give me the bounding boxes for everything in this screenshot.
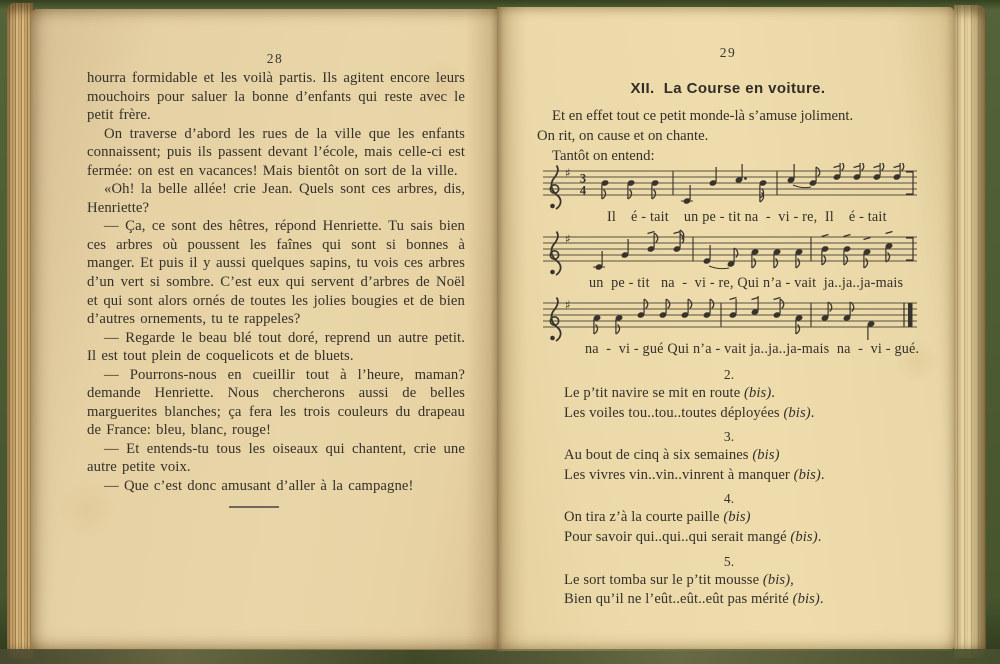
verse-number: 3. [723, 429, 735, 445]
verse-number: 5. [723, 553, 735, 569]
lyrics-line: Il é - tait un pe - tit na - vi - re, Il é - tait [607, 209, 887, 225]
time-signature: 3 [579, 171, 587, 186]
accent-mark [822, 235, 829, 237]
page-number-left: 28 [266, 51, 284, 66]
sharp-icon: ♯ [565, 298, 571, 312]
paragraph: — Pourrons-nous en cueillir tout à l’heure, maman? demande Henriette. Nous chercherons aussi de belles marguerites blanches; ça fera les trois couleurs du drapeau de France: bleu, blanc, rouge! [87, 366, 465, 439]
song-verses [537, 361, 921, 610]
verse-line: Pour savoir qui..qui..qui serait mangé (bis). [564, 528, 822, 545]
sharp-icon: ♯ [565, 166, 571, 180]
paragraph: — Regarde le beau blé tout doré, reprend un autre petit. Il est tout plein de coquelicots et de bluets. [87, 329, 465, 365]
verse-line: Le p’tit navire se mit en route (bis). [564, 385, 776, 401]
page-number-right: 29 [719, 45, 737, 60]
page-stack-edge-left [7, 3, 34, 659]
page-stack-edge-right [954, 5, 986, 658]
verse-number: 4. [723, 491, 735, 507]
staff-system [541, 163, 925, 229]
intro-paragraphs [537, 107, 919, 166]
treble-clef-icon [551, 298, 560, 342]
section-divider [229, 506, 279, 508]
accent-mark [730, 298, 737, 300]
page-right [497, 7, 954, 651]
music-score [541, 163, 925, 361]
accent-mark [894, 166, 901, 168]
accent-mark [874, 166, 881, 168]
treble-clef-icon [551, 232, 560, 276]
treble-clef-icon [551, 166, 560, 210]
verse-line: Les vivres vin..vin..vinrent à manquer (bis). [564, 466, 825, 483]
accent-mark [674, 232, 681, 234]
accent-mark [854, 166, 861, 168]
intro-line: Et en effet tout ce petit monde-là s’amuse joliment. [552, 108, 854, 124]
paragraph: hourra formidable et les voilà partis. Ils agitent encore leurs mouchoirs pour saluer la bonne d’enfants qui reste avec le petit frère. [87, 70, 465, 124]
verse-number: 2. [723, 367, 735, 382]
verse-line: On tira z’à la courte paille (bis) [564, 509, 751, 526]
verse-line: Au bout de cinq à six semaines (bis) [564, 447, 780, 464]
accent-mark [834, 166, 841, 168]
tie [793, 185, 811, 188]
verse-line: Les voiles tou..tou..toutes déployées (bis). [564, 404, 815, 421]
paragraph: — Et entends-tu tous les oiseaux qui chantent, crie une autre petite voix. [87, 440, 465, 476]
paragraph: — Ça, ce sont des hêtres, répond Henriette. Tu sais bien ces arbres où poussent les faînes qui sont si bonnes à manger. Et puis il y aussi quelques sapins, tu vois ces arbres d’un vert si sombre. C’est eux qui servent d’arbres de Noël et qui sont alors ornés de toutes les jolies bougies et de bien d’autres ornements, tu te rappeles? [87, 218, 465, 328]
time-signature: 4 [579, 183, 587, 198]
page-left-text-column [87, 69, 465, 508]
tie [709, 266, 729, 269]
accent-mark [864, 238, 871, 240]
intro-line: On rit, on cause et on chante. [537, 127, 709, 144]
lyrics-line: na - vi - gué Qui n’a - vait ja..ja..ja-mais na - vi - gué. [585, 341, 920, 357]
lyrics-line: un pe - tit na - vi - re, Qui n’a - vait ja..ja..ja-mais [589, 275, 904, 291]
music-staff [541, 295, 921, 345]
staff-system [541, 229, 925, 295]
music-staff [541, 163, 921, 213]
verse-line: Le sort tomba sur le p’tit mousse (bis), [564, 571, 794, 588]
paragraph: — Que c’est donc amusant d’aller à la campagne! [104, 478, 414, 495]
accent-mark [774, 298, 781, 300]
cover-bottom-edge [0, 649, 1000, 664]
verse-line: Bien qu’il ne l’eût..eût..eût pas mérité (bis). [564, 591, 824, 608]
accent-mark [752, 298, 759, 300]
paragraph: On traverse d’abord les rues de la ville que les enfants connaissent; puis ils passent devant l’école, mais celle-ci est fermée: on est en vacances! Mais bientôt on sort de la ville. [87, 125, 465, 179]
page-left [31, 9, 497, 650]
intro-line: Tantôt on entend: [552, 147, 655, 164]
final-barline [908, 303, 913, 327]
music-staff [541, 229, 921, 279]
accent-mark [844, 235, 851, 237]
accent-mark [886, 232, 893, 234]
paragraph: «Oh! la belle allée! crie Jean. Quels sont ces arbres, dis, Henriette? [87, 181, 465, 216]
accent-mark [648, 232, 655, 234]
chapter-heading: XII. La Course en voiture. [630, 80, 826, 97]
staff-system [541, 295, 925, 361]
sharp-icon: ♯ [565, 232, 571, 246]
